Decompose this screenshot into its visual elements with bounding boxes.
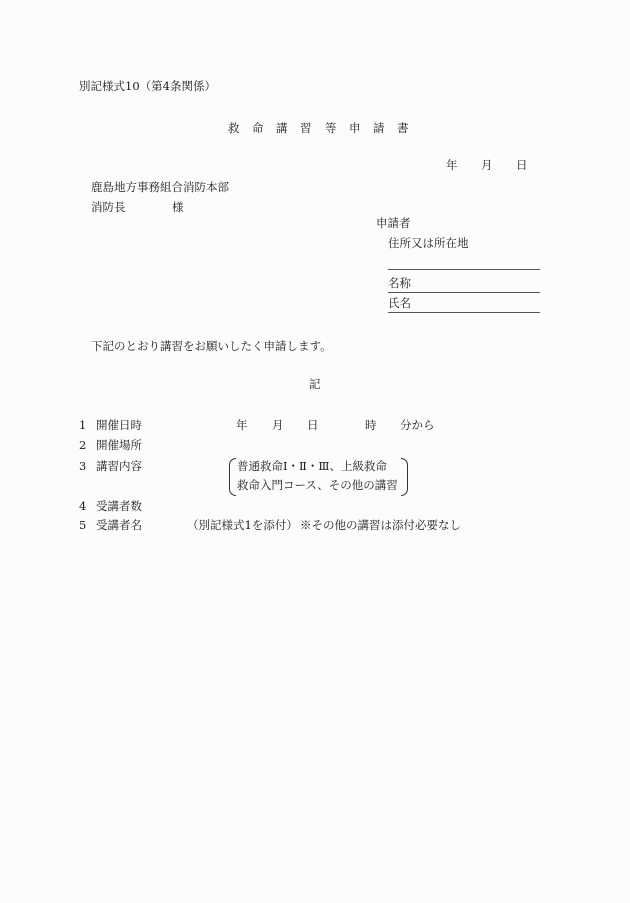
address-underline xyxy=(388,269,540,270)
title-char: 習 xyxy=(300,121,312,135)
title-char: 命 xyxy=(252,121,264,135)
event-minute-label: 分から xyxy=(400,418,435,432)
attachment-note: （別記様式1を添付） xyxy=(187,518,298,532)
form-number: 別記様式10（第4条関係） xyxy=(79,79,216,93)
addressee-title: 消防長 xyxy=(91,200,126,214)
item-label: 講習内容 xyxy=(96,459,142,473)
left-bracket xyxy=(229,458,236,496)
title-char: 救 xyxy=(228,121,240,135)
date-month-label: 月 xyxy=(481,158,493,172)
addressee-organization: 鹿島地方事務組合消防本部 xyxy=(91,180,229,194)
name-underline xyxy=(388,292,540,293)
item-number: 2 xyxy=(79,438,87,452)
person-label: 氏名 xyxy=(388,296,411,310)
item-number: 3 xyxy=(79,459,87,473)
item-number: 1 xyxy=(79,418,87,432)
applicant-label: 申請者 xyxy=(376,216,411,230)
item-number: 5 xyxy=(79,518,87,532)
date-year-label: 年 xyxy=(446,158,458,172)
event-day-label: 日 xyxy=(307,418,319,432)
title-char: 申 xyxy=(349,121,361,135)
ki-heading: 記 xyxy=(309,377,321,391)
item-number: 4 xyxy=(79,499,87,513)
event-month-label: 月 xyxy=(272,418,284,432)
course-options-line1: 普通救命Ⅰ・Ⅱ・Ⅲ、上級救命 xyxy=(237,459,387,473)
date-day-label: 日 xyxy=(516,158,528,172)
item-label: 開催場所 xyxy=(96,438,142,452)
right-bracket xyxy=(401,458,408,496)
address-label: 住所又は所在地 xyxy=(388,236,469,250)
title-char: 請 xyxy=(373,121,385,135)
exception-note: ※その他の講習は添付必要なし xyxy=(300,518,461,532)
item-label: 開催日時 xyxy=(96,418,142,432)
item-label: 受講者数 xyxy=(96,499,142,513)
title-char: 講 xyxy=(276,121,288,135)
title-char: 等 xyxy=(325,121,337,135)
course-options-line2: 救命入門コース、その他の講習 xyxy=(237,478,398,492)
event-hour-label: 時 xyxy=(365,418,377,432)
event-year-label: 年 xyxy=(236,418,248,432)
title-char: 書 xyxy=(397,121,409,135)
item-label: 受講者名 xyxy=(96,518,142,532)
person-underline xyxy=(388,312,540,313)
intro-text: 下記のとおり講習をお願いしたく申請します。 xyxy=(91,339,332,353)
name-label: 名称 xyxy=(388,276,411,290)
addressee-honorific: 様 xyxy=(172,200,184,214)
